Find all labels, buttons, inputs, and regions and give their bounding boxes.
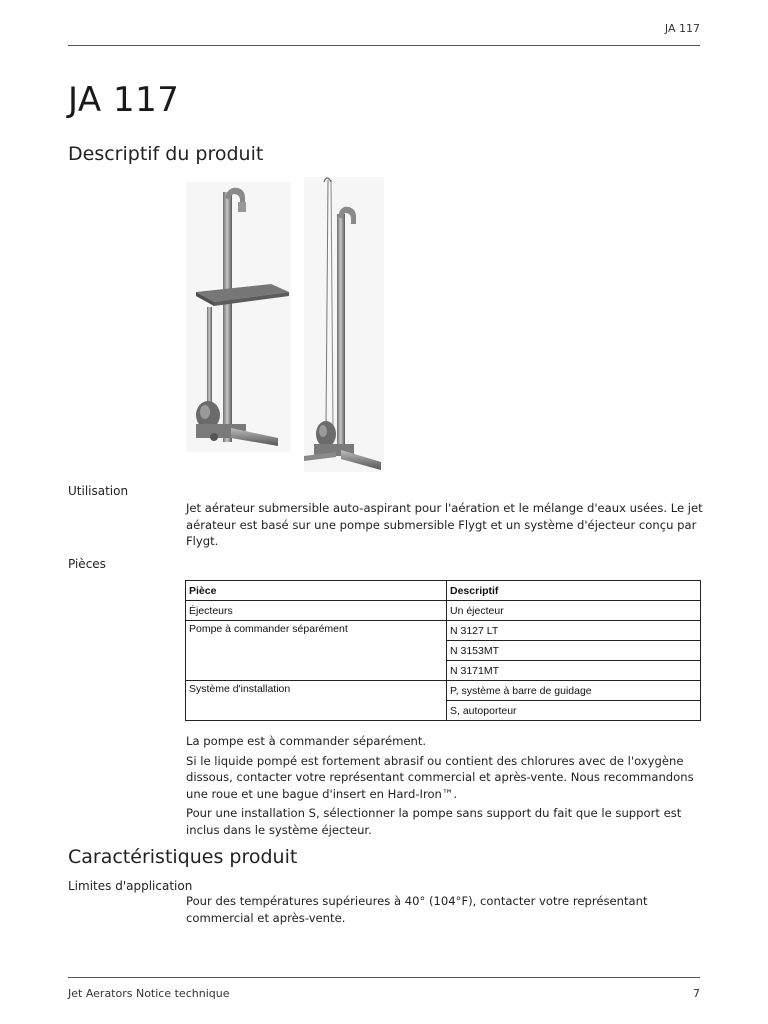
limits-paragraph: Pour des températures supérieures à 40° (104°F), contacter votre représentant commercial et après-vente. <box>186 894 648 925</box>
section-heading-characteristics: Caractéristiques produit <box>68 846 298 868</box>
parts-table <box>185 580 701 721</box>
page-title: JA 117 <box>68 80 180 120</box>
header-rule <box>68 45 700 46</box>
utilisation-text <box>186 500 706 550</box>
table-cell: Pompe à commander séparément <box>186 621 447 681</box>
table-row <box>186 681 701 701</box>
table-cell: N 3171MT <box>447 661 701 681</box>
note-paragraph: Pour une installation S, sélectionner la pompe sans support du fait que le support est inclus dans le système éjecteur. <box>186 806 682 837</box>
note-paragraph: Si le liquide pompé est fortement abrasif ou contient des chlorures avec de l'oxygène dissous, contacter votre représentant commercial et après-vente. Nous recommandons une roue et une bague d'insert en Hard-Iron™. <box>186 753 694 801</box>
product-illustration <box>176 172 396 477</box>
table-header-cell: Pièce <box>186 581 447 601</box>
table-cell: N 3153MT <box>447 641 701 661</box>
table-cell: Éjecteurs <box>186 601 447 621</box>
table-cell: Système d'installation <box>186 681 447 721</box>
utilisation-paragraph: Jet aérateur submersible auto-aspirant pour l'aération et le mélange d'eaux usées. Le jet aérateur est basé sur une pompe submersible Flygt et un système d'éjecteur conçu par Flygt. <box>186 501 703 548</box>
limits-label: Limites d'application <box>68 879 193 893</box>
pieces-notes <box>186 733 706 838</box>
table-row <box>186 601 701 621</box>
ejector-unit-p-icon <box>186 182 291 452</box>
limits-text <box>186 893 706 926</box>
table-cell: S, autoporteur <box>447 701 701 721</box>
table-header-row <box>186 581 701 601</box>
table-header-cell: Descriptif <box>447 581 701 601</box>
page-number: 7 <box>693 987 700 1000</box>
footer-rule <box>68 977 700 978</box>
section-heading-product: Descriptif du produit <box>68 143 264 165</box>
utilisation-label: Utilisation <box>68 484 129 498</box>
table-cell: Un éjecteur <box>447 601 701 621</box>
ejector-unit-s-icon <box>304 177 384 472</box>
table-cell: N 3127 LT <box>447 621 701 641</box>
note-paragraph: La pompe est à commander séparément. <box>186 734 427 748</box>
footer-title: Jet Aerators Notice technique <box>68 987 230 1000</box>
table-row <box>186 621 701 641</box>
table-cell: P, système à barre de guidage <box>447 681 701 701</box>
pieces-label: Pièces <box>68 557 106 571</box>
running-header: JA 117 <box>664 22 700 35</box>
